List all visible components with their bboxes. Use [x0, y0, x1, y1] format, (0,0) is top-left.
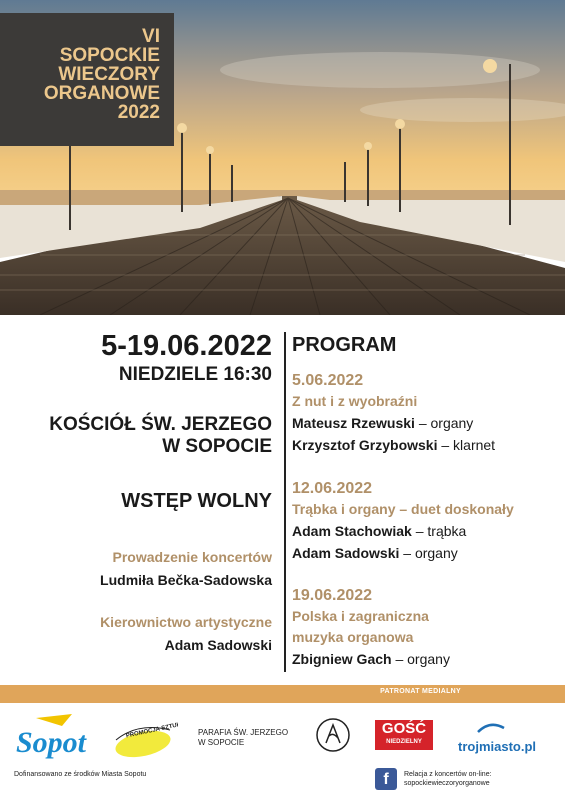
festival-title	[0, 13, 174, 146]
column-divider	[284, 332, 286, 672]
performer-role: – organy	[414, 415, 474, 431]
event-title: Z nut i z wyobraźni	[292, 393, 418, 409]
venue-line: KOŚCIÓŁ ŚW. JERZEGO	[49, 414, 272, 435]
facebook-icon[interactable]: f	[375, 768, 397, 790]
performer-name: Zbigniew Gach	[292, 651, 392, 667]
director-name: Adam Sadowski	[164, 637, 272, 653]
title-line: SOPOCKIE	[59, 45, 160, 66]
program-heading: PROGRAM	[292, 334, 397, 356]
host-name: Ludmiła Bečka-Sadowska	[100, 572, 272, 588]
gosc-logo-text: GOŚĆ	[381, 720, 427, 737]
performer-name: Mateusz Rzewuski	[292, 415, 415, 431]
performer-name: Adam Stachowiak	[292, 523, 412, 539]
hero-photo	[0, 0, 565, 315]
performer	[292, 520, 514, 542]
title-line: 2022	[117, 102, 160, 123]
title-line: ORGANOWE	[43, 83, 160, 104]
performer-role: – organy	[399, 545, 458, 561]
director-title: Kierownictwo artystyczne	[100, 614, 272, 630]
patronat-label: PATRONAT MEDIALNY	[380, 688, 461, 695]
patronat-band	[0, 685, 565, 703]
event-date: 19.06.2022	[292, 587, 373, 604]
funding-note: Dofinansowano ze środków Miasta Sopotu	[14, 771, 147, 778]
program-event	[292, 479, 514, 564]
concert-time: NIEDZIELE 16:30	[118, 364, 272, 385]
performer-name: Krzysztof Grzybowski	[292, 437, 438, 453]
promocja-sztuki-logo	[108, 720, 178, 760]
performer	[292, 412, 495, 434]
performer	[292, 542, 514, 564]
event-date: 5.06.2022	[292, 372, 364, 389]
trojmiasto-logo-text: trojmiasto.pl	[458, 739, 537, 754]
sopot-logo	[14, 712, 94, 762]
admission-text: WSTĘP WOLNY	[121, 490, 272, 512]
event-title: Trąbka i organy – duet doskonały	[292, 501, 514, 517]
trojmiasto-logo	[458, 720, 554, 756]
concert-dates: 5-19.06.2022	[101, 330, 272, 362]
program-event	[292, 371, 495, 456]
parish-line: PARAFIA ŚW. JERZEGO	[198, 728, 289, 737]
performer-role: – klarnet	[437, 437, 496, 453]
event-title: Polska i zagraniczna	[292, 608, 429, 624]
performer-name: Adam Sadowski	[292, 545, 400, 561]
title-line: WIECZORY	[58, 64, 160, 85]
gosc-logo-subtext: NIEDZIELNY	[386, 739, 422, 745]
event-title: muzyka organowa	[292, 629, 414, 645]
parish-logo	[198, 728, 288, 748]
title-line: VI	[142, 26, 160, 47]
promocja-logo-text: PROMOCJA SZTUKI	[125, 721, 178, 740]
facebook-stream-info	[404, 770, 492, 788]
facebook-label: Relacja z koncertów on-line:	[404, 771, 492, 778]
performer-role: – organy	[391, 651, 450, 667]
event-date: 12.06.2022	[292, 480, 373, 497]
organ-emblem-logo	[314, 716, 352, 754]
venue-line: W SOPOCIE	[162, 436, 272, 457]
parish-line: W SOPOCIE	[198, 738, 245, 747]
sopot-logo-text: Sopot	[16, 726, 87, 759]
performer	[292, 434, 495, 456]
performer-role: – trąbka	[411, 523, 467, 539]
program-event	[292, 586, 450, 670]
facebook-link[interactable]: sopockiewieczoryorganowe	[404, 780, 490, 787]
performer	[292, 648, 450, 670]
host-title: Prowadzenie koncertów	[112, 549, 272, 565]
gosc-niedzielny-logo	[375, 720, 433, 750]
